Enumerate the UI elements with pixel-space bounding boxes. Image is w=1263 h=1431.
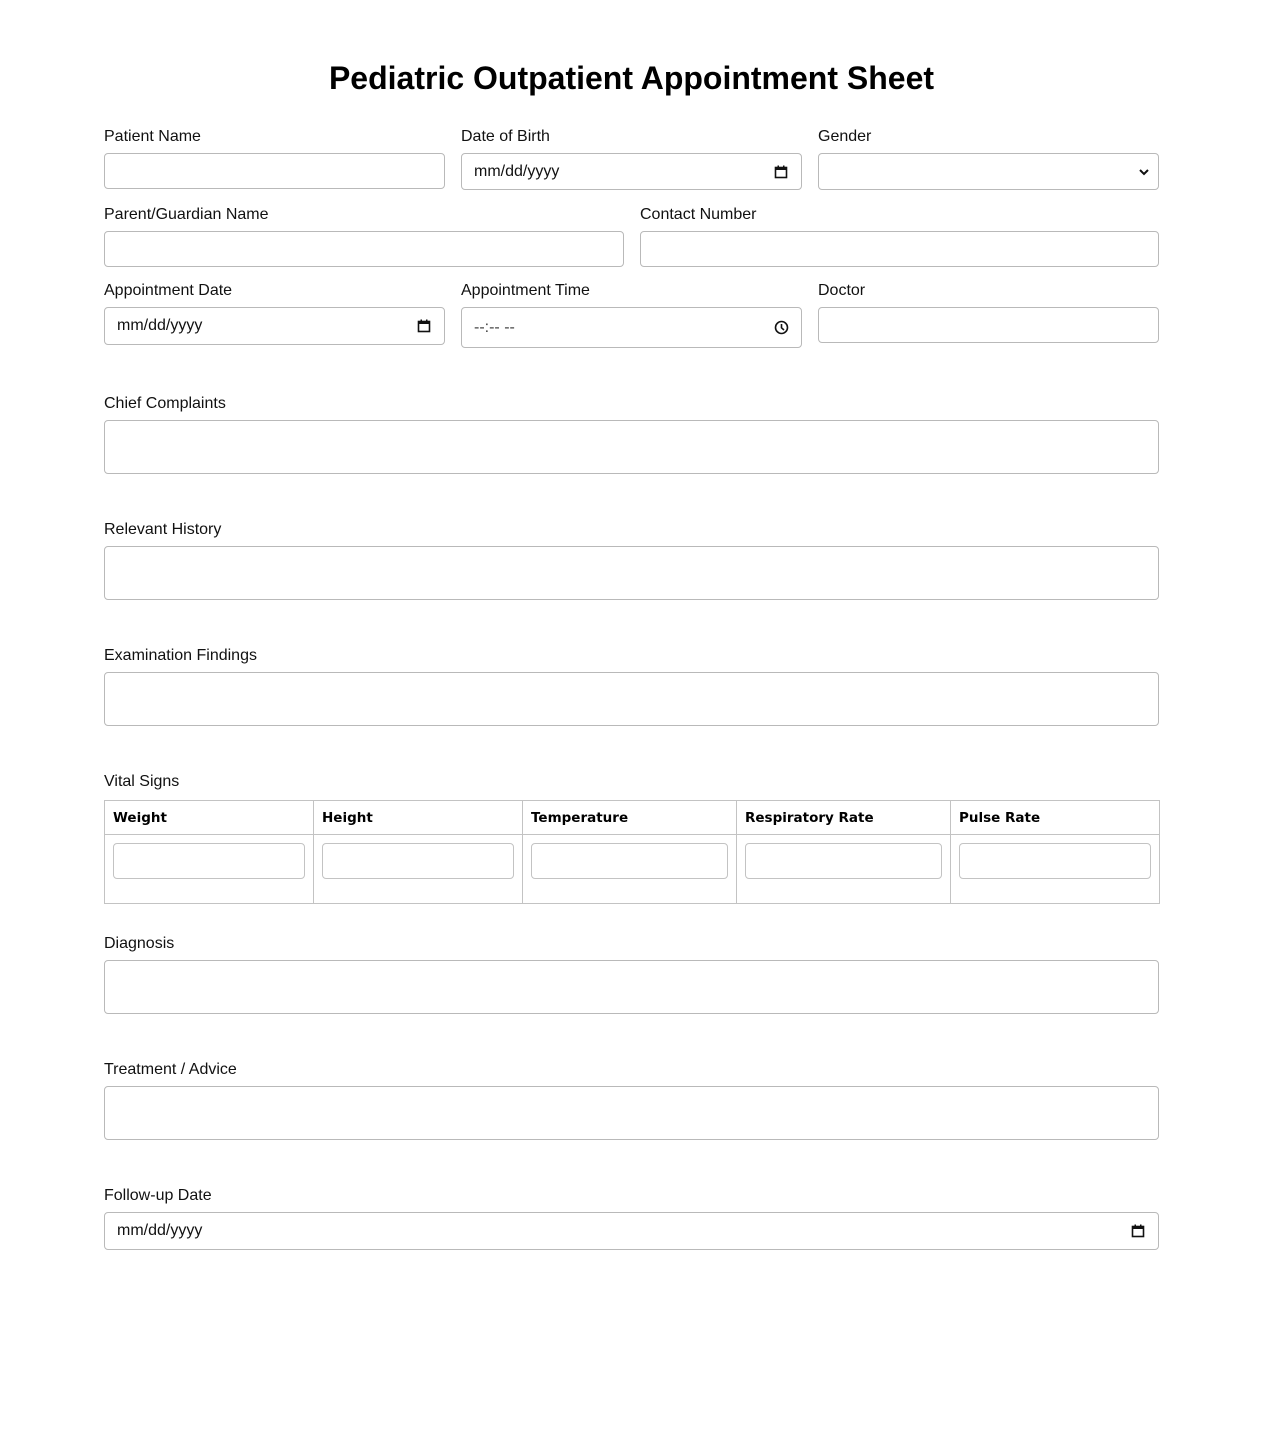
treatment-advice-label: Treatment / Advice (104, 1061, 237, 1078)
relevant-history-textarea[interactable] (104, 546, 1159, 600)
appointment-date-input[interactable] (104, 307, 445, 345)
gender-select[interactable] (818, 153, 1159, 190)
pulse-rate-input[interactable] (959, 843, 1151, 879)
vital-signs-label: Vital Signs (104, 773, 180, 790)
appointment-date-placeholder: mm/dd/yyyy (117, 317, 203, 334)
respiratory-rate-cell (737, 835, 951, 904)
examination-findings-textarea[interactable] (104, 672, 1159, 726)
gender-label: Gender (818, 128, 872, 145)
page-title: Pediatric Outpatient Appointment Sheet (328, 60, 935, 96)
weight-cell (105, 835, 314, 904)
contact-number-input[interactable] (640, 231, 1159, 267)
column-header-respiratory-rate: Respiratory Rate (737, 801, 951, 835)
patient-name-label: Patient Name (104, 128, 201, 145)
patient-name-input[interactable] (104, 153, 445, 189)
appointment-time-label: Appointment Time (461, 282, 590, 299)
chief-complaints-label: Chief Complaints (104, 395, 226, 412)
appointment-time-placeholder: --:-- -- (474, 318, 515, 336)
column-header-weight: Weight (105, 801, 314, 835)
height-input[interactable] (322, 843, 514, 879)
follow-up-date-label: Follow-up Date (104, 1187, 212, 1204)
column-header-pulse-rate: Pulse Rate (951, 801, 1160, 835)
relevant-history-label: Relevant History (104, 521, 222, 538)
chief-complaints-textarea[interactable] (104, 420, 1159, 474)
follow-up-date-input[interactable] (104, 1212, 1159, 1250)
date-of-birth-input[interactable] (461, 153, 802, 190)
doctor-input[interactable] (818, 307, 1159, 343)
respiratory-rate-input[interactable] (745, 843, 942, 879)
calendar-icon[interactable] (1130, 1223, 1146, 1239)
guardian-name-input[interactable] (104, 231, 624, 267)
date-of-birth-placeholder: mm/dd/yyyy (474, 162, 560, 180)
follow-up-date-placeholder: mm/dd/yyyy (117, 1222, 203, 1239)
doctor-label: Doctor (818, 282, 866, 299)
calendar-icon[interactable] (773, 164, 789, 180)
appointment-time-input[interactable] (461, 307, 802, 348)
calendar-icon[interactable] (416, 318, 432, 334)
vital-signs-table (104, 800, 1160, 904)
diagnosis-label: Diagnosis (104, 935, 175, 952)
vital-signs-input-row (105, 835, 1160, 904)
date-of-birth-label: Date of Birth (461, 128, 550, 145)
clock-icon[interactable] (773, 320, 789, 336)
chevron-down-icon (1136, 164, 1152, 180)
vital-signs-header-row (105, 801, 1160, 835)
diagnosis-textarea[interactable] (104, 960, 1159, 1014)
examination-findings-label: Examination Findings (104, 647, 257, 664)
treatment-advice-textarea[interactable] (104, 1086, 1159, 1140)
column-header-height: Height (314, 801, 523, 835)
height-cell (314, 835, 523, 904)
guardian-name-label: Parent/Guardian Name (104, 206, 269, 223)
temperature-cell (523, 835, 737, 904)
weight-input[interactable] (113, 843, 305, 879)
temperature-input[interactable] (531, 843, 728, 879)
pulse-rate-cell (951, 835, 1160, 904)
contact-number-label: Contact Number (640, 206, 757, 223)
column-header-temperature: Temperature (523, 801, 737, 835)
appointment-date-label: Appointment Date (104, 282, 233, 299)
